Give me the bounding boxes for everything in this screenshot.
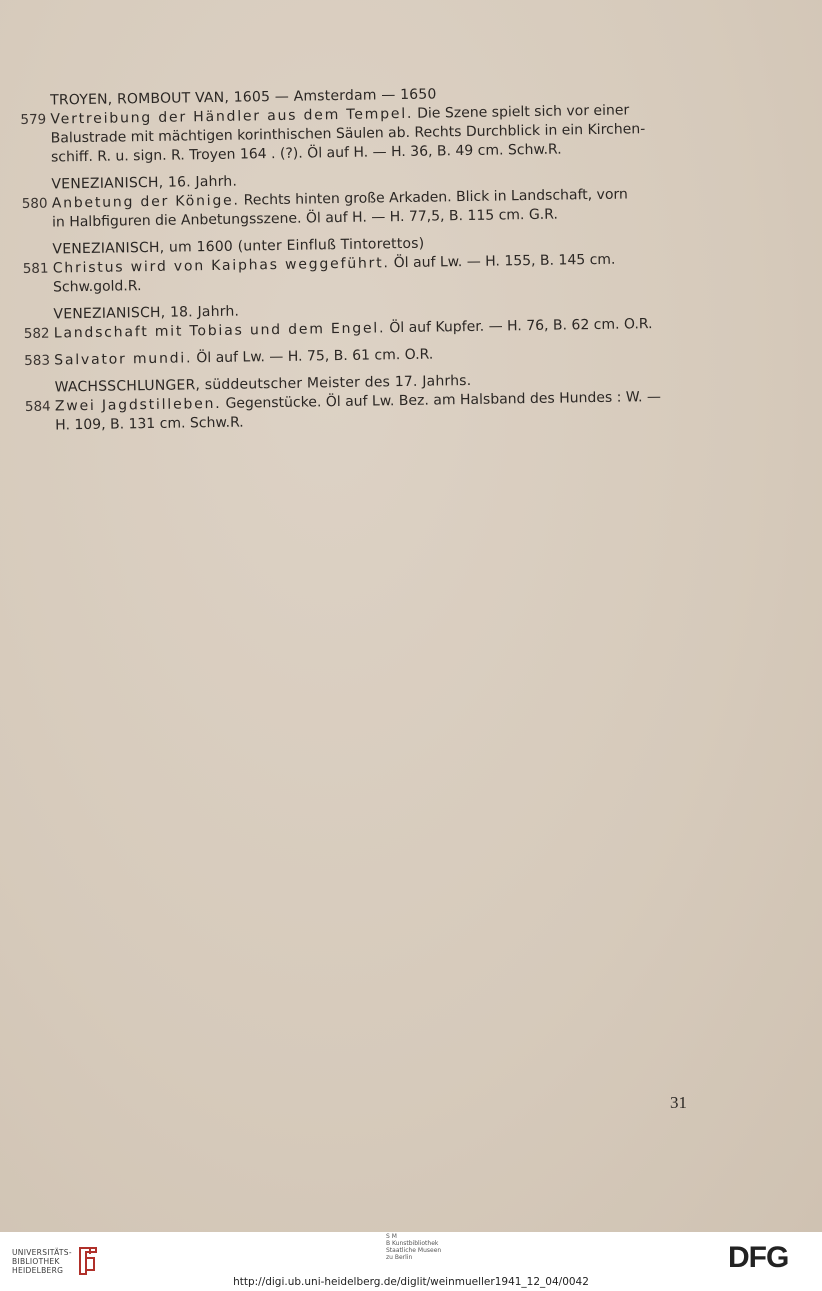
stamp-line: S M [386, 1233, 397, 1240]
entry-main-line [24, 341, 704, 371]
page-number: 31 [670, 1093, 687, 1112]
stamp-line: B Kunstbibliothek [386, 1240, 439, 1247]
catalog-entry [23, 295, 704, 344]
stamp-line: Staatliche Museen [386, 1247, 442, 1254]
description-continuation: H. 109, B. 131 cm. Schw.R. [55, 414, 244, 434]
catalog-entry [24, 341, 704, 371]
artist-heading: VENEZIANISCH, um 1600 (unter Einfluß Tintorettos) [52, 235, 425, 258]
catalog-entry [22, 230, 703, 298]
university-line: UNIVERSITÄTS- [12, 1247, 72, 1257]
lot-number: 583 [24, 352, 51, 369]
artwork-description: Rechts hinten große Arkaden. Blick in Landschaft, vorn [243, 186, 628, 209]
catalog-entry [25, 368, 706, 436]
artist-heading: WACHSSCHLUNGER, süddeutscher Meister des 17. Jahrhs. [54, 372, 472, 396]
catalog-entries [20, 81, 705, 444]
artwork-description: Öl auf Kupfer. — H. 76, B. 62 cm. O.R. [389, 316, 653, 337]
university-name [12, 1248, 72, 1275]
source-url[interactable]: http://digi.ub.uni-heidelberg.de/diglit/weinmueller1941_12_04/0042 [233, 1276, 589, 1288]
lot-number: 579 [20, 111, 47, 128]
description-continuation: Balustrade mit mächtigen korinthischen Säulen ab. Rechts Durchblick in ein Kirchen- [50, 121, 646, 147]
description-continuation: schiff. R. u. sign. R. Troyen 164 . (?). Öl auf H. — H. 36, B. 49 cm. Schw.R. [50, 141, 562, 166]
lot-number: 582 [23, 325, 50, 342]
entry-body [54, 341, 704, 370]
artist-heading: VENEZIANISCH, 18. Jahrh. [53, 303, 240, 323]
university-line: HEIDELBERG [12, 1265, 64, 1275]
artwork-description: Öl auf Lw. — H. 75, B. 61 cm. O.R. [196, 346, 434, 367]
artwork-title: Anbetung der Könige. [51, 192, 240, 212]
university-logo[interactable] [12, 1244, 100, 1278]
artwork-title: Vertreibung der Händler aus dem Tempel. [50, 105, 414, 128]
library-stamp [386, 1233, 476, 1261]
lot-number: 580 [21, 195, 48, 212]
stamp-line: zu Berlin [386, 1254, 413, 1261]
dfg-logo[interactable]: DFG [728, 1241, 789, 1274]
artwork-title: Christus wird von Kaiphas weggeführt. [52, 255, 390, 277]
description-continuation: in Halbfiguren die Anbetungsszene. Öl auf H. — H. 77,5, B. 115 cm. G.R. [51, 206, 558, 231]
artist-heading: TROYEN, ROMBOUT VAN, 1605 — Amsterdam — 1650 [50, 86, 437, 109]
artwork-title: Salvator mundi. [54, 350, 193, 369]
description-continuation: Schw.gold.R. [52, 278, 142, 296]
university-emblem-icon [76, 1244, 100, 1278]
artwork-description: Gegenstücke. Öl auf Lw. Bez. am Halsband des Hundes : W. — [225, 388, 662, 412]
lot-number: 584 [24, 398, 51, 415]
artwork-description: Die Szene spielt sich vor einer [417, 102, 630, 122]
catalog-entry [21, 165, 702, 233]
artwork-description: Öl auf Lw. — H. 155, B. 145 cm. [393, 251, 616, 272]
footer-bar [0, 1232, 822, 1291]
artwork-title: Landschaft mit Tobias und dem Engel. [53, 320, 386, 342]
artist-heading: VENEZIANISCH, 16. Jahrh. [51, 173, 238, 193]
university-line: BIBLIOTHEK [12, 1256, 60, 1266]
artwork-title: Zwei Jagdstilleben. [54, 395, 222, 415]
catalog-entry [20, 81, 701, 168]
lot-number: 581 [22, 260, 49, 277]
